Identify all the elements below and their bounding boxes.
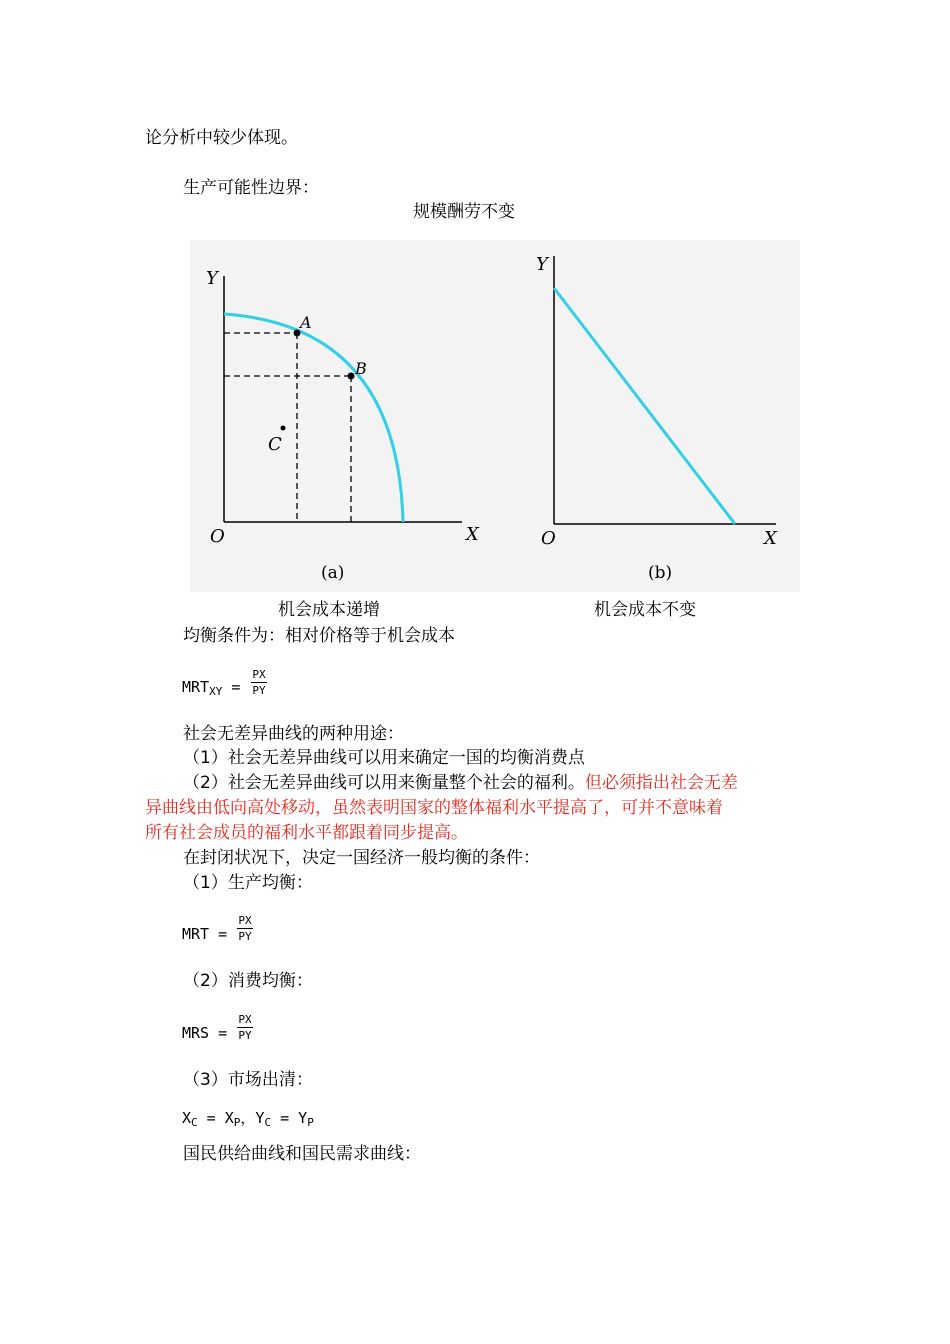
ciu-use-2-note-line2: 异曲线由低向高处移动，虽然表明国家的整体福利水平提高了，可并不意味着 [145, 798, 723, 818]
closed-economy-heading: 在封闭状况下，决定一国经济一般均衡的条件： [183, 848, 540, 868]
equilibrium-condition: 均衡条件为：相对价格等于机会成本 [183, 626, 455, 646]
label-increasing-cost: 机会成本递增 [278, 600, 380, 620]
eq2-lhs: MRT = [182, 925, 228, 943]
ppf-heading: 生产可能性边界： [183, 178, 319, 198]
point-b [348, 373, 355, 380]
point-b-label: B [355, 359, 367, 378]
eq1-lhs: $MRT_{XY}$ = [182, 678, 241, 698]
panel-a-x-label: X [466, 524, 479, 545]
eq3-fraction: PX PY [238, 1013, 252, 1042]
panel-b-x-label: X [764, 528, 777, 549]
label-constant-cost: 机会成本不变 [594, 600, 696, 620]
point-a-label: A [300, 313, 312, 332]
condition-production: （1）生产均衡： [183, 873, 313, 893]
panel-a-caption: (a) [321, 563, 345, 583]
condition-market-clearing: （3）市场出清： [183, 1070, 313, 1090]
ciu-use-1: （1）社会无差异曲线可以用来确定一国的均衡消费点 [183, 748, 585, 768]
ciu-heading: 社会无差异曲线的两种用途： [183, 724, 404, 744]
condition-consumption: （2）消费均衡： [183, 971, 313, 991]
panel-b-y-label: Y [536, 254, 548, 275]
ppf-line [554, 288, 735, 524]
figure-title: 规模酬劳不变 [413, 202, 515, 222]
point-c-label: C [268, 434, 282, 455]
panel-a-y-label: Y [206, 268, 218, 289]
panel-a-origin: O [210, 526, 225, 547]
ciu-use-2: （2）社会无差异曲线可以用来衡量整个社会的福利。但必须指出社会无差 [183, 773, 738, 793]
eq3-lhs: MRS = [182, 1024, 228, 1042]
market-clearing-equation: $X_C = X_P$，$Y_C = Y_P$ [182, 1109, 314, 1129]
eq2-fraction: PX PY [238, 914, 252, 943]
ppf-figure [190, 240, 800, 592]
ciu-use-2-note-line3: 所有社会成员的福利水平都跟着同步提高。 [145, 823, 468, 843]
ppf-curve [224, 314, 403, 522]
ppf-diagram [190, 240, 800, 592]
panel-b-origin: O [541, 528, 556, 549]
supply-demand-heading: 国民供给曲线和国民需求曲线： [183, 1144, 421, 1164]
point-c [281, 426, 286, 431]
continuation-text: 论分析中较少体现。 [145, 128, 298, 148]
eq1-fraction: PX PY [252, 668, 266, 697]
panel-b-caption: (b) [648, 563, 673, 583]
